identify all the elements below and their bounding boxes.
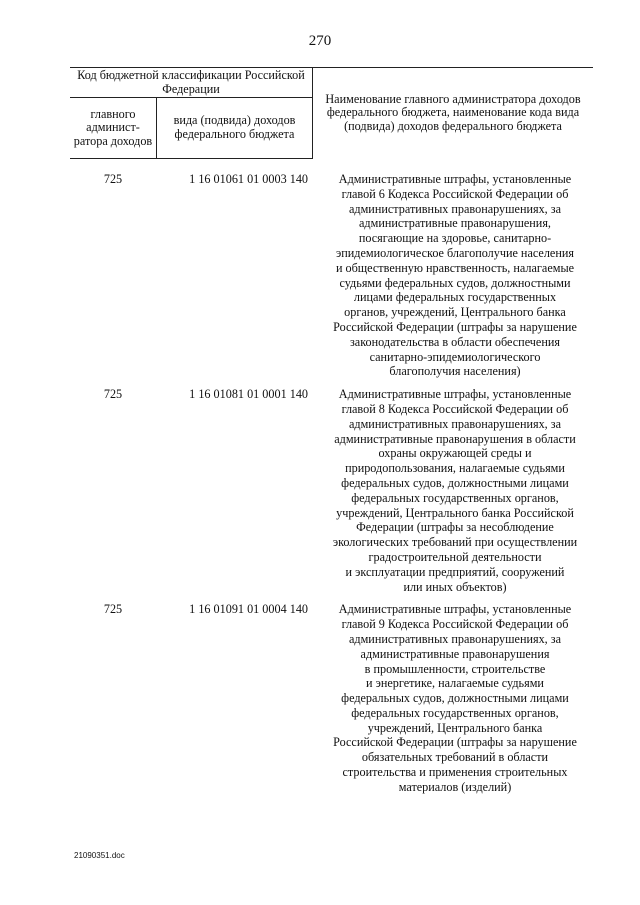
header-kind-column: вида (подвида) доходов федерального бюджета xyxy=(157,98,313,159)
income-code-cell: 1 16 01081 01 0001 140 xyxy=(189,387,308,402)
admin-code-cell: 725 xyxy=(103,387,123,402)
income-code-cell: 1 16 01091 01 0004 140 xyxy=(189,602,308,617)
table-row xyxy=(70,172,593,379)
admin-code-cell: 725 xyxy=(103,602,123,617)
income-name-cell: Административные штрафы, установленные главой 6 Кодекса Российской Федерации об административных правонарушениях, за административные правонарушения, посягающие на здоровье, санитарно- эпидемиологическое благополучие населения и общественную нравственность, налагаемые судьями федеральных судов, должностными лицами федеральных государственных органов, учреждений, Центрального банка Российской Федерации (штрафы за нарушение законодательства в области обеспечения санитарно-эпидемиологического благополучия населения) xyxy=(333,172,577,379)
page-number: 270 xyxy=(308,33,332,49)
income-code-cell: 1 16 01061 01 0003 140 xyxy=(189,172,308,186)
header-kbk-title: Код бюджетной классификации Российской Федерации xyxy=(70,68,313,98)
table-row xyxy=(70,602,593,794)
table-row xyxy=(70,387,593,594)
income-name-cell: Административные штрафы, установленные главой 8 Кодекса Российской Федерации об административных правонарушениях, за административные правонарушения в области охраны окружающей среды и природопользования, налагаемые судьями федеральных судов, должностными лицами федеральных государственных органов, учреждений, Центрального банка Российской Федерации (штрафы за несоблюдение экологических требований при осуществлении градостроительной деятельности и эксплуатации предприятий, сооружений или иных объектов) xyxy=(332,387,578,594)
table-header xyxy=(70,67,593,159)
table-body xyxy=(70,172,593,803)
header-admin-column: главного админист-ратора доходов xyxy=(70,98,157,159)
admin-code-cell: 725 xyxy=(103,172,123,186)
income-name-cell: Административные штрафы, установленные главой 9 Кодекса Российской Федерации об административных правонарушениях, за административные правонарушения в промышленности, строительстве и энергетике, налагаемые судьями федеральных судов, должностными лицами федеральных государственных органов, учреждений, Центрального банка Российской Федерации (штрафы за нарушение обязательных требований в области строительства и применения строительных материалов (изделий) xyxy=(333,602,577,794)
header-name-column: Наименование главного администратора доходов федерального бюджета, наименование кода вида (подвида) доходов федерального бюджета xyxy=(313,68,594,159)
document-filename: 21090351.doc xyxy=(74,851,125,860)
